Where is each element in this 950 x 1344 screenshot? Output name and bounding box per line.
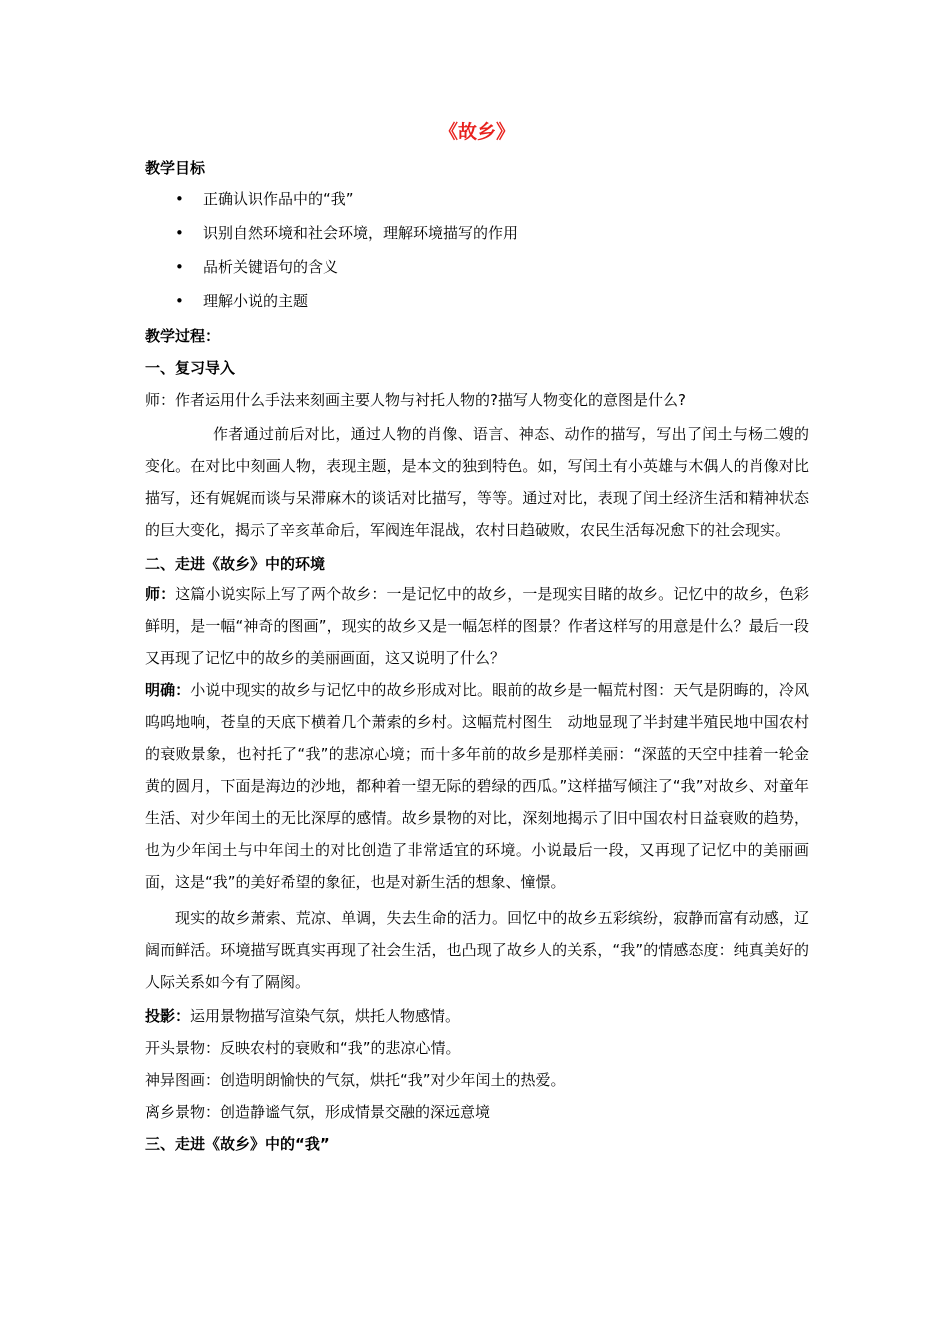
objective-text: 理解小说的主题 [203, 292, 309, 310]
teacher-label: 师： [145, 585, 176, 603]
bullet-icon: • [175, 190, 184, 208]
section2-teacher-paragraph [145, 578, 809, 674]
objective-item [145, 284, 809, 318]
teacher-text: 这篇小说实际上写了两个故乡：一是记忆中的故乡，一是现实目睹的故乡。记忆中的故乡，色彩鲜明，是一幅“神奇的图画”，现实的故乡又是一幅怎样的图景？作者这样写的用意是什么？最后一段又再现了记忆中的故乡的美丽画面，这又说明了什么？ [145, 585, 809, 667]
bullet-icon: • [175, 258, 184, 276]
objective-item [145, 182, 809, 216]
objective-text: 识别自然环境和社会环境，理解环境描写的作用 [203, 224, 519, 242]
objective-text: 品析关键语句的含义 [203, 258, 339, 276]
clarify-text: 小说中现实的故乡与记忆中的故乡形成对比。眼前的故乡是一幅荒村图：天气是阴晦的，冷风呜呜地响，苍皇的天底下横着几个萧索的乡村。这幅荒村图生 动地显现了半封建半殖民地中国农村的衰败景象，也衬托了“我”的悲凉心境；而十多年前的故乡是那样美丽：“深蓝的天空中挂着一轮金黄的圆月，下面是海边的沙地，都种着一望无际的碧绿的西瓜。”这样描写倾注了“我”对故乡、对童年生活、对少年闰土的无比深厚的感情。故乡景物的对比，深刻地揭示了旧中国农村日益衰败的趋势，也为少年闰土与中年闰土的对比创造了非常适宜的环境。小说最后一段，又再现了记忆中的美丽画面，这是“我”的美好希望的象征，也是对新生活的想象、憧憬。 [145, 681, 809, 891]
process-heading: 教学过程： [145, 327, 221, 345]
section3-heading: 三、走进《故乡》中的“我” [145, 1135, 330, 1153]
section1-heading: 一、复习导入 [145, 359, 236, 377]
objective-text: 正确认识作品中的“我” [203, 190, 354, 208]
bullet-icon: • [175, 292, 184, 310]
objectives-heading: 教学目标 [145, 159, 206, 177]
objective-item [145, 250, 809, 284]
document-title: 《故乡》 [438, 121, 515, 143]
section2-clarify-paragraph [145, 674, 809, 898]
clarify-label: 明确： [145, 681, 191, 699]
bullet-icon: • [175, 224, 184, 242]
projection-text: 运用景物描写渲染气氛，烘托人物感情。 [190, 1007, 461, 1025]
section2-summary: 现实的故乡萧索、荒凉、单调，失去生命的活力。回忆中的故乡五彩缤纷，寂静而富有动感，辽阔而鲜活。环境描写既真实再现了社会生活，也凸现了故乡人的关系，“我”的情感态度：纯真美好的人际关系如今有了隔阂。 [145, 909, 809, 991]
section2-heading: 二、走进《故乡》中的环境 [145, 555, 326, 573]
magic-picture-line: 神异图画：创造明朗愉快的气氛，烘托“我”对少年闰土的热爱。 [145, 1071, 566, 1089]
projection-line [145, 1002, 809, 1030]
objectives-list [145, 182, 809, 318]
section1-answer: 作者通过前后对比，通过人物的肖像、语言、神态、动作的描写，写出了闰土与杨二嫂的变化。在对比中刻画人物，表现主题，是本文的独到特色。如，写闰土有小英雄与木偶人的肖像对比描写，还有娓娓而谈与呆滞麻木的谈话对比描写，等等。通过对比，表现了闰土经济生活和精神状态的巨大变化，揭示了辛亥革命后，军阀连年混战，农村日趋破败，农民生活每况愈下的社会现实。 [145, 425, 809, 539]
opening-scenery-line: 开头景物：反映农村的衰败和“我”的悲凉心情。 [145, 1039, 461, 1057]
leaving-scenery-line: 离乡景物：创造静谧气氛，形成情景交融的深远意境 [145, 1103, 491, 1121]
section1-question: 师：作者运用什么手法来刻画主要人物与衬托人物的?描写人物变化的意图是什么? [145, 391, 686, 409]
objective-item [145, 216, 809, 250]
document-page [145, 118, 809, 1158]
projection-label: 投影： [145, 1007, 191, 1025]
